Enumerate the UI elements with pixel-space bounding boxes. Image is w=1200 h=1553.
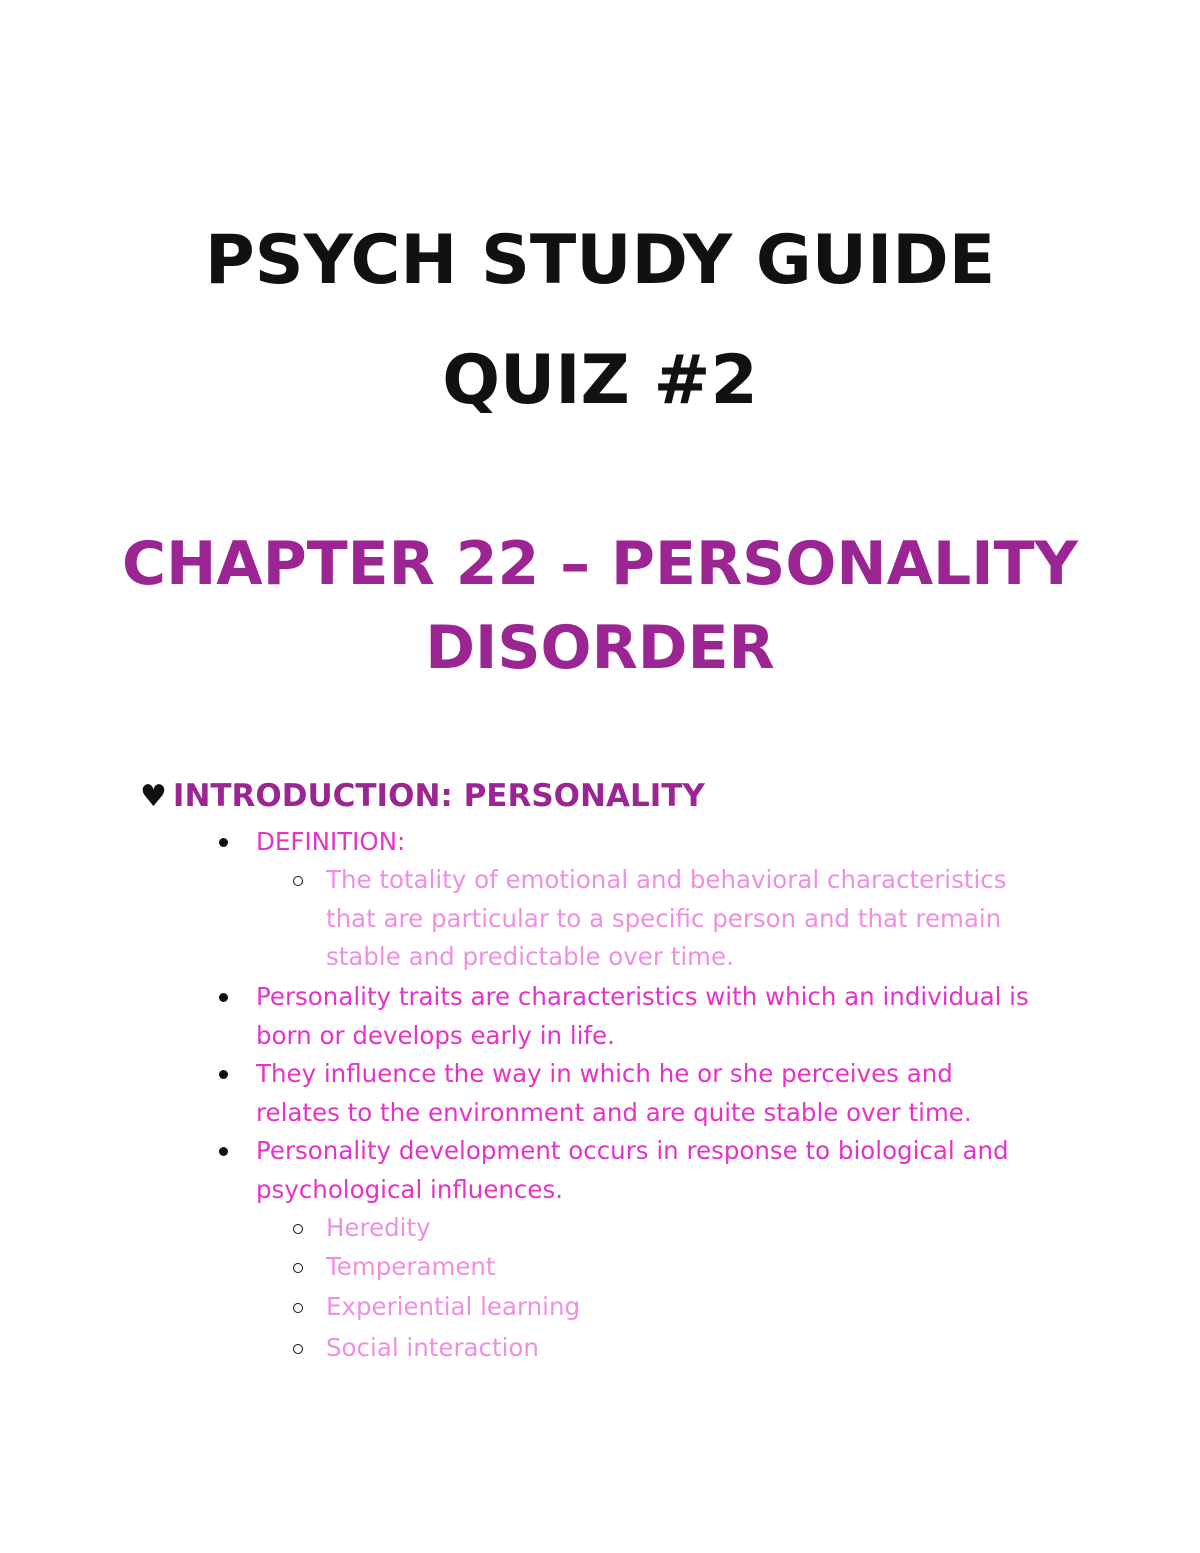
influence-item-text: Temperament — [326, 1252, 496, 1281]
chapter-title-line-1: CHAPTER 22 – PERSONALITY — [122, 529, 1078, 599]
definition-label: DEFINITION: — [256, 827, 406, 856]
document-title-line-2: QUIZ #2 — [442, 341, 758, 420]
list-item-definition-text — [326, 861, 1007, 977]
list-item-social-interaction — [326, 1329, 539, 1368]
definition-text-line: The totality of emotional and behavioral characteristics — [326, 865, 1007, 894]
bullet-circle-icon — [293, 1263, 303, 1273]
influence-item-text: Experiential learning — [326, 1292, 581, 1321]
development-text-line: psychological influences. — [256, 1174, 564, 1204]
chapter-title-line-2: DISORDER — [425, 613, 775, 683]
bullet-circle-icon — [293, 1344, 303, 1354]
bullet-circle-icon — [293, 1303, 303, 1313]
traits-text-line: born or develops early in life. — [256, 1020, 615, 1050]
list-item-development — [256, 1132, 1009, 1209]
list-item-temperament — [326, 1248, 496, 1287]
bullet-dot-icon — [219, 838, 228, 847]
influence-item-text: Social interaction — [326, 1333, 539, 1362]
influence-text-line: They influence the way in which he or she perceives and — [256, 1059, 953, 1088]
influence-text-line: relates to the environment and are quite stable over time. — [256, 1097, 972, 1127]
section-heading — [140, 778, 705, 814]
list-item-experiential-learning — [326, 1288, 580, 1327]
section-heading-text: INTRODUCTION: PERSONALITY — [172, 778, 705, 814]
list-item-heredity — [326, 1209, 431, 1248]
traits-text-line: Personality traits are characteristics with which an individual is — [256, 982, 1029, 1011]
document-title-line-1: PSYCH STUDY GUIDE — [204, 221, 996, 300]
list-item-influence — [256, 1055, 972, 1132]
development-text-line: Personality development occurs in response to biological and — [256, 1136, 1009, 1165]
bullet-circle-icon — [293, 876, 303, 886]
bullet-circle-icon — [293, 1224, 303, 1234]
influence-item-text: Heredity — [326, 1213, 431, 1242]
heart-icon: ♥ — [140, 778, 167, 814]
list-item-definition — [256, 823, 405, 862]
bullet-dot-icon — [219, 993, 228, 1002]
list-item-traits — [256, 978, 1029, 1055]
bullet-dot-icon — [219, 1070, 228, 1079]
bullet-dot-icon — [219, 1147, 228, 1156]
definition-text-line: stable and predictable over time. — [326, 942, 734, 971]
definition-text-line: that are particular to a specific person and that remain — [326, 903, 1002, 933]
